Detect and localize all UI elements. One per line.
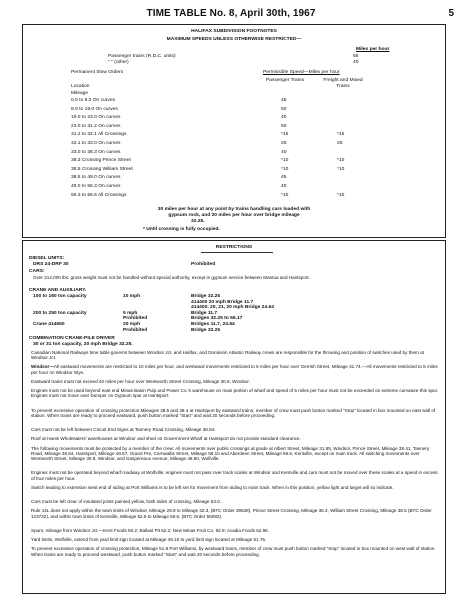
paragraph-text: Rule 14L does not apply within the town limits of Windsor, Mileage 29.9 to Mileage 32.3, (BTC Order 39538), Prince Street Crossing, Mileage 38.4, William Street Crossing, Mileage 38.5 (BTC Order 123722), and within town limits of Kentville, Mileage 52.5 to Mileage 56.6, (BTC Order 55083). [31, 508, 432, 519]
restriction-paragraph [31, 427, 439, 432]
paragraph-text: Engines must not be used beyond east end Minas Basin Pulp and Power Co.'s warehouse on main portion of wharf and speed of 5 miles per hour must not be exceeded on extreme curvature this spur. Engines must not move over Dumper on Gypsum spur at Hantsport. [31, 388, 439, 399]
slow-order-passenger: 45 [281, 98, 287, 103]
slow-order-passenger: *10 [281, 192, 289, 198]
slow-order-passenger: 50 [281, 123, 287, 129]
diesel-label: DIESEL UNITS: [29, 256, 65, 261]
note-line-1: 30 miles per hour at any point by trains handling cars loaded with [157, 207, 311, 212]
permanent-label: Permanent Slow Orders [71, 70, 124, 75]
slow-order-passenger: 40 [281, 184, 287, 189]
page-header [0, 8, 462, 22]
restriction-paragraph [31, 537, 439, 542]
restriction-paragraph [31, 470, 439, 480]
other-label: " " (other) [108, 60, 129, 65]
paragraph-text: To prevent excessive operation of crossing protection, Mileage 51.8 Port Williams, by westward trains, member of crew must push button marked "Stop" located in box mounted on west wall of station. When trains are ready to proceed westward, push button marked "Start" and wait 20 seconds before proceeding. [31, 546, 436, 557]
slow-order-location: 31.2 to 32.1 All Crossings [71, 132, 127, 138]
paragraph-text: Eastward trains must not exceed 40 miles per hour over Wentworth Street Crossing, Mileage 30.8, Windsor. [31, 378, 250, 384]
note-line-2: gypsum rock, and 20 miles per hour over bridge mileage [168, 213, 300, 218]
restriction-paragraph [31, 508, 439, 518]
crane-bridge: 414400, 20, 21, 20 mph Bridge 24.64 [191, 305, 274, 311]
restriction-paragraph [31, 364, 439, 374]
note-line-3: 32.25. [191, 219, 205, 224]
crane-speed: 20 mph [123, 322, 141, 327]
paragraph-text: Cars must be left clear of insulated joints painted yellow, both sides of crossing, Mileage 53.0. [31, 499, 221, 505]
note-line-4: * Until crossing is fully occupied. [143, 227, 220, 232]
crane-bridge: Bridges 11.7, 24.64 [191, 322, 235, 327]
crane-speed: Prohibited [123, 327, 148, 333]
crane-speed: Prohibited [123, 316, 148, 322]
crane-bridge: Bridge 32.25 [191, 327, 221, 333]
restriction-paragraph [31, 436, 439, 441]
paragraph-text: Yard limits, Wolfville, extend from yard limit sign located at Mileage 49.16 to yard limit sign located at Mileage 51.76. [31, 537, 267, 543]
restriction-paragraph [31, 485, 439, 490]
slow-order-location: 33.0 to 38.3 On curves [71, 149, 121, 155]
crane-speed: 10 mph [123, 294, 141, 299]
crane-speed: 5 mph [123, 310, 138, 316]
col-freight: Freight and Mixed Trains [323, 78, 363, 89]
slow-order-passenger: *10 [281, 158, 289, 164]
slow-order-passenger: *10 [281, 166, 289, 172]
restriction-paragraph [31, 388, 439, 398]
paragraph-text: Canadian National Railways time table governs between Windsor Jct. and Halifax, and Dominion Atlantic Railway crews are responsible for the throwing and position of switches used by them at Windsor Jct. [31, 350, 424, 361]
slow-order-location: 23.0 to 31.2 On curves [71, 123, 121, 129]
slow-order-location: 56.3 to 56.6 All Crossings [71, 192, 127, 198]
footnotes-title: HALIFAX SUBDIVISION FOOTNOTES [191, 29, 277, 34]
mileage-label: Mileage [71, 91, 89, 96]
slow-order-freight: *15 [337, 132, 345, 138]
paragraph-text: Roof at Hants Wholesalers' warehouses at Windsor and shed on Government Wharf at Hantsport do not provide standard clearance. [31, 436, 301, 442]
slow-order-location: 38.5 Crossing William Street [71, 166, 133, 172]
slow-order-passenger: 25 [281, 141, 287, 146]
paragraph-text: All eastward movements are restricted to 10 miles per hour, and westward movements restricted to 5 miles per hour over Gerrish Street, Mileage 31.74.—All movements restricted to 5 miles per hour on Windsor Wye. [31, 364, 438, 375]
footnotes-subtitle: MAXIMUM SPEEDS UNLESS OTHERWISE RESTRICTED— [166, 37, 302, 42]
page-title: TIME TABLE No. 8, April 30th, 1967 [146, 8, 316, 19]
slow-order-passenger: *15 [281, 132, 289, 138]
crane-bridge: 414400 20 mph Bridge 11.7 [191, 299, 254, 305]
slow-order-passenger: 50 [281, 106, 287, 112]
permissible-label: Permissible Speed—Miles per hour [263, 70, 340, 75]
slow-order-freight: *10 [337, 158, 345, 164]
restrictions-title: RESTRICTIONS [215, 245, 253, 250]
slow-order-location: 19.0 to 23.0 On curves [71, 115, 121, 121]
slow-order-location: 32.1 to 33.0 On curves [71, 141, 121, 146]
slow-order-location: 8.0 to 19.0 On curves [71, 106, 118, 112]
paragraph-text: Switch leading to extension west end of siding at Port Williams is to be left set for movement from siding to main track. When in this position, yellow light and target will so indicate. [31, 484, 394, 490]
crane-capacity: Crane 414650 [33, 322, 65, 327]
restriction-paragraph [31, 379, 439, 384]
col-passenger: Passenger Trains [265, 78, 305, 83]
mph-header: Miles per hour [356, 47, 390, 52]
title-rule [201, 252, 273, 253]
crane-capacity: 100 to 160 ton capacity [33, 294, 87, 299]
paragraph-text: To prevent excessive operation of crossing protection Mileages 38.5 and 38.4 at Hantsport by eastward trains, member of crew must push button marked "Stop" located in box mounted on east wall of station. When trains are ready to proceed eastward, push button marked "Start" and wait 20 seconds before proceeding. [31, 407, 436, 418]
page-number: 5 [448, 8, 454, 19]
slow-order-passenger: 40 [281, 115, 287, 121]
other-value: 40 [353, 60, 359, 65]
combo-label: COMBINATION CRANE-PILE DRIVER [29, 336, 115, 341]
slow-order-freight: *10 [337, 192, 345, 198]
cars-text: Over 212,000 lbs. gross weight must not be handled without special authority, except in gypsum service between Mantua and Hantsport. [33, 275, 310, 280]
slow-order-passenger: 40 [281, 149, 287, 155]
crane-bridge: Bridges 32.25 to 56.17 [191, 316, 243, 322]
combo-text: 30 or 31 ton capacity, 20 mph Bridge 32.25. [33, 342, 133, 347]
paragraph-text: Spurs, mileage from Windsor Jct.—Kent Foods 50.2; Ballast Pit 52.2; New Minas Fruit Co. 52.9; Acadia Foods 52.95. [31, 528, 269, 533]
slow-order-location: 49.0 to 56.3 On curves [71, 184, 121, 189]
restriction-paragraph [31, 408, 439, 418]
slow-order-location: 38.5 to 49.0 On curves [71, 175, 121, 181]
paragraph-lead: Windsor— [31, 364, 54, 370]
restriction-paragraph [31, 499, 439, 504]
crane-label: CRANE AND AUXILIARY. [29, 288, 87, 293]
passenger-label: Passenger trains (R.D.C. units) [108, 54, 176, 59]
diesel-value: Prohibited [191, 262, 216, 267]
paragraph-text: Engines must not be operated beyond wharf roadway at Wolfville; engines must not pass over track scales at Windsor and Kentville and cars must not be moved over these scales at a speed in excess of four miles per hour. [31, 470, 438, 481]
crane-bridge: Bridge 11.7 [191, 310, 218, 316]
slow-order-location: 38.3 Crossing Prince Street [71, 158, 131, 164]
paragraph-text: Cars must not be left between Circuit End Signs at Tannery Road Crossing, Mileage 38.84. [31, 427, 216, 433]
crane-capacity: 200 to 250 ton capacity [33, 310, 87, 316]
cars-label: CARS: [29, 269, 45, 274]
restriction-paragraph [31, 446, 439, 462]
location-label: Location [71, 84, 90, 89]
diesel-unit: DRS 24-DRF 30 [33, 262, 69, 267]
slow-order-freight: *10 [337, 166, 345, 172]
restriction-paragraph [31, 528, 439, 533]
passenger-value: 65 [353, 54, 359, 59]
paragraph-text: The following movements must be protected by a member of the crew: All movements over public crossings at grade at Albert Street, Mileage 31.95, Windsor, Prince Street, Mileage 38.41, Tannery Road, Mileage 38.84, Hantsport, Mileage 46.67, Grand Pre, Cornwallis Street, Mileage 56.10 and Aberdeen Street, Mileage 56.6, Kentville, except on main track. All switching movements over Wentworth Street, Mileage 30.8, Windsor, and Gaspereaux Avenue, Mileage 49.50, Wolfville. [31, 445, 430, 461]
slow-order-location: 0.0 to 8.0 On curves [71, 98, 116, 103]
slow-order-passenger: 45 [281, 175, 287, 181]
footnotes-box [22, 24, 446, 238]
slow-order-freight: 25 [337, 141, 343, 146]
crane-bridge: Bridge 32.25 [191, 294, 221, 299]
restriction-paragraph [31, 546, 439, 556]
restriction-paragraph [31, 350, 439, 360]
restrictions-box [22, 240, 446, 594]
